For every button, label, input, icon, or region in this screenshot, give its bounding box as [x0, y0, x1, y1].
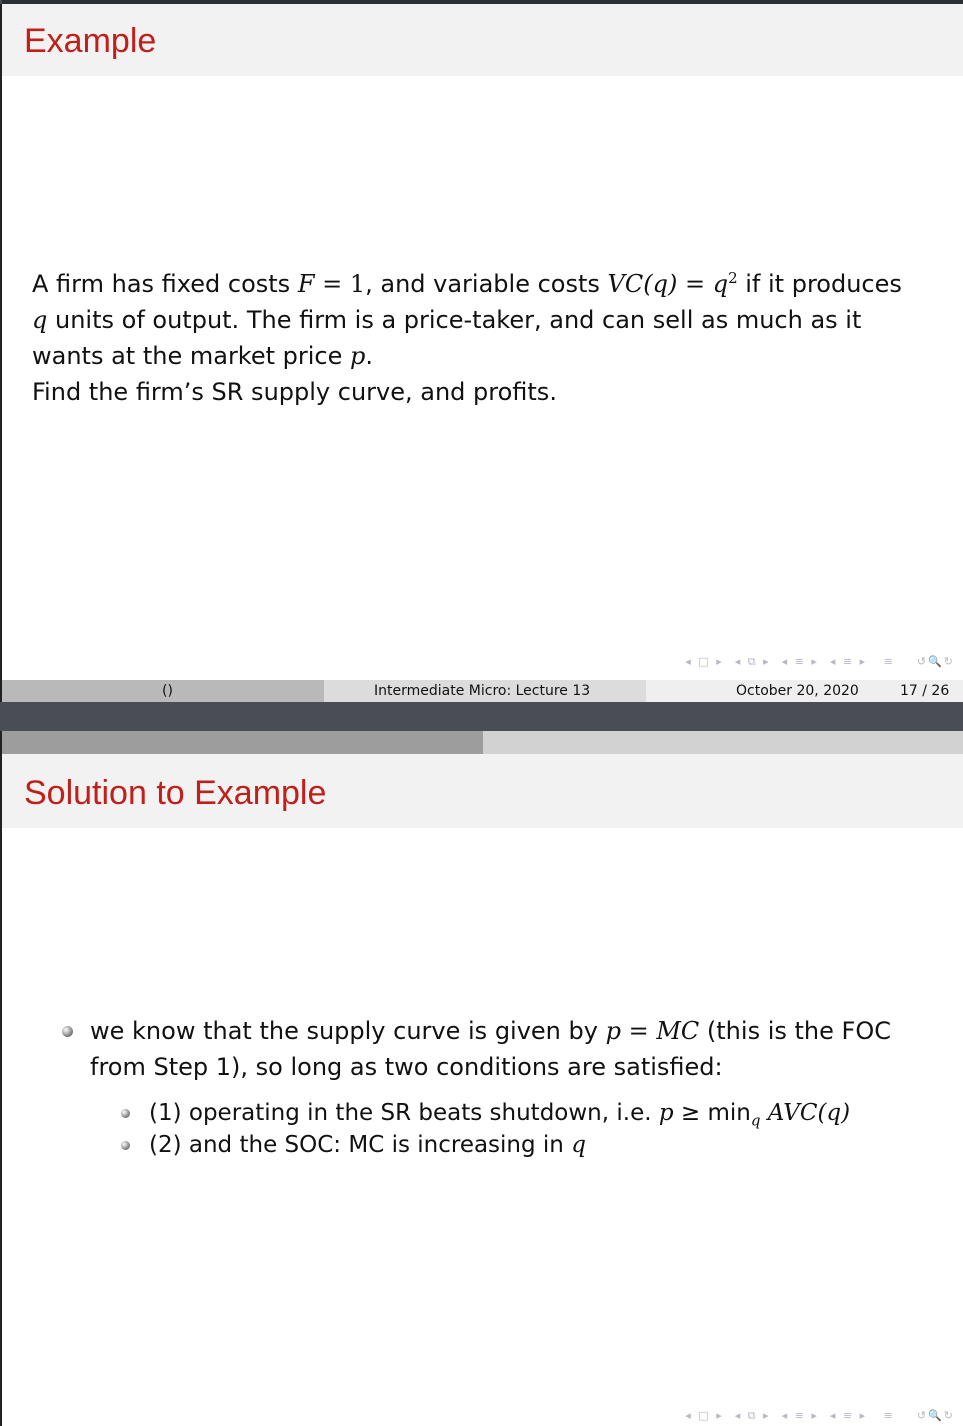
nav-section-icon[interactable]: ◂ ≡ ▸	[829, 655, 868, 668]
slide-footer	[2, 680, 963, 702]
slide-2	[0, 731, 963, 1426]
nav-section-icon[interactable]: ◂ ≡ ▸	[829, 1409, 868, 1422]
footer-page-number: 17 / 26	[900, 683, 950, 699]
problem-line-2: q units of output. The firm is a price-taker, and can sell as much as it	[32, 306, 862, 334]
bullet-dot-icon	[62, 1026, 73, 1037]
problem-statement	[32, 266, 947, 410]
beamer-navigation[interactable]	[685, 1409, 955, 1423]
slide-title: Solution to Example	[24, 774, 327, 812]
footer-lecture: Intermediate Micro: Lecture 13	[374, 683, 591, 699]
slide-1	[0, 4, 963, 702]
progress-fill	[2, 731, 483, 754]
list-item: (1) operating in the SR beats shutdown, i.e. $p \ge \min_q AVC(q)$	[115, 1097, 937, 1129]
slide-title-band	[2, 4, 963, 76]
slide-title-band	[2, 754, 963, 828]
nav-toc-icon[interactable]: ≡	[883, 655, 895, 668]
sub-bullet-list	[57, 1097, 937, 1161]
nav-frame-icon[interactable]: ◂ □ ▸	[685, 1409, 724, 1422]
footer-date: October 20, 2020	[736, 683, 859, 699]
nav-frame-icon[interactable]: ◂ □ ▸	[685, 655, 724, 668]
nav-section-icon[interactable]: ◂ ≡ ▸	[781, 1409, 819, 1422]
slide-title: Example	[24, 22, 157, 60]
problem-line-4: Find the firm’s SR supply curve, and profits.	[32, 378, 557, 406]
footer-author: ()	[162, 683, 173, 699]
bullet-dot-icon	[121, 1141, 130, 1150]
problem-line-1: A firm has fixed costs F = 1, and variable costs $VC(q) = q^2$ if it produces	[32, 269, 902, 298]
beamer-navigation[interactable]	[685, 655, 955, 669]
list-item: we know that the supply curve is given by p = MC (this is the FOC from Step 1), so long as two conditions are satisfied:	[57, 1013, 937, 1085]
nav-subsection-icon[interactable]: ◂ ⧉ ▸	[734, 655, 771, 668]
progress-bar	[2, 731, 963, 754]
nav-search-icon[interactable]: ↺🔍↻	[916, 1409, 955, 1422]
nav-toc-icon[interactable]: ≡	[883, 1409, 895, 1422]
list-item: (2) and the SOC: MC is increasing in q	[115, 1129, 937, 1161]
bullet-dot-icon	[121, 1109, 130, 1118]
nav-section-icon[interactable]: ◂ ≡ ▸	[781, 655, 819, 668]
bullet-list	[57, 1013, 937, 1161]
nav-subsection-icon[interactable]: ◂ ⧉ ▸	[734, 1409, 771, 1422]
nav-search-icon[interactable]: ↺🔍↻	[916, 655, 955, 668]
problem-line-3: wants at the market price p.	[32, 342, 374, 370]
